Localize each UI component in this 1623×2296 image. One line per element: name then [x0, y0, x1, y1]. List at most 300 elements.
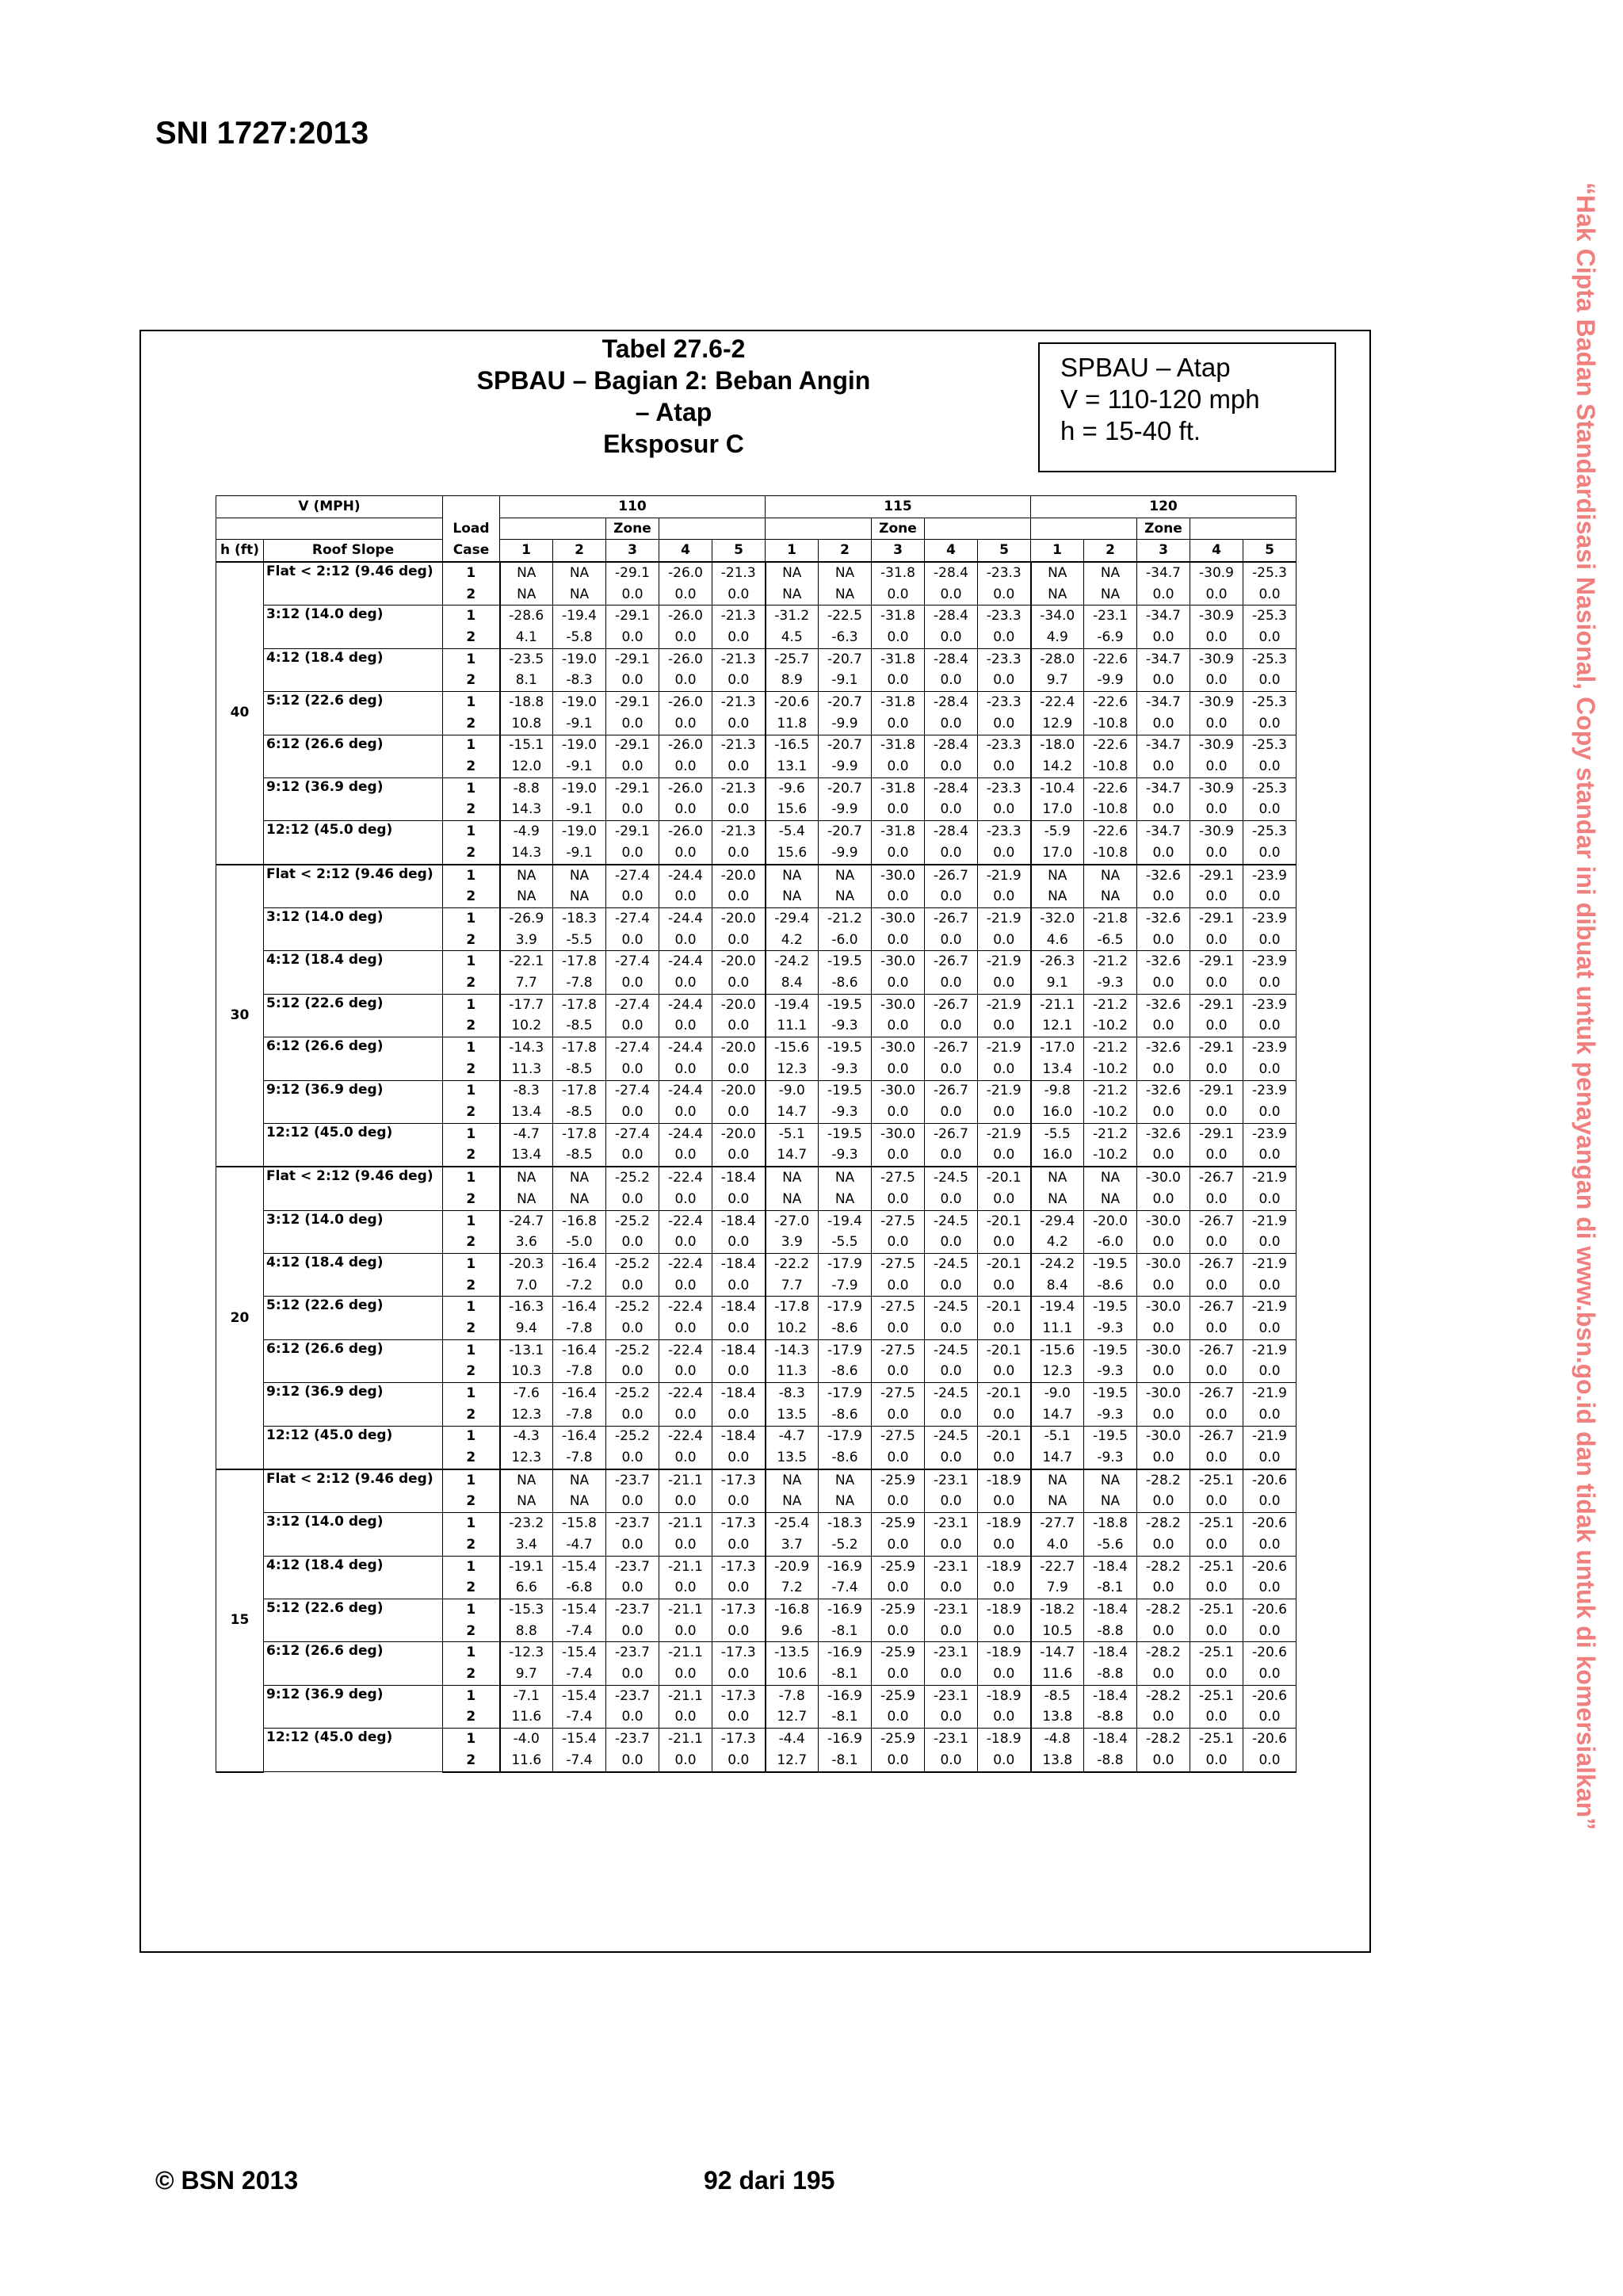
pressure-cell: 0.0	[659, 1577, 712, 1599]
zone-115-2: 2	[819, 540, 872, 562]
zone-120-5: 5	[1243, 540, 1296, 562]
pressure-cell: -9.3	[1084, 1404, 1137, 1426]
info-line-3: h = 15-40 ft.	[1060, 416, 1201, 445]
pressure-cell: 0.0	[872, 1534, 925, 1556]
load-case-cell: 2	[443, 713, 500, 735]
pressure-cell: 0.0	[606, 1707, 659, 1729]
load-case-cell: 2	[443, 1189, 500, 1210]
pressure-cell: -8.1	[819, 1664, 872, 1685]
pressure-cell: -29.1	[606, 821, 659, 842]
pressure-cell: 11.3	[500, 1059, 553, 1080]
pressure-cell: -31.8	[872, 735, 925, 756]
pressure-cell: 0.0	[1190, 1232, 1243, 1253]
pressure-cell: -9.3	[819, 1016, 872, 1037]
pressure-cell: -21.9	[978, 994, 1031, 1015]
title-line-1: Tabel 27.6-2	[601, 334, 746, 363]
pressure-cell: -29.1	[1190, 951, 1243, 972]
roof-slope-cell: 5:12 (22.6 deg)	[264, 994, 443, 1037]
pressure-cell: NA	[819, 865, 872, 887]
pressure-cell: 13.4	[500, 1102, 553, 1123]
pressure-cell: 0.0	[606, 627, 659, 648]
pressure-cell: -21.1	[659, 1729, 712, 1750]
pressure-cell: 3.6	[500, 1232, 553, 1253]
pressure-cell: 0.0	[1243, 756, 1296, 777]
roof-slope-cell: 9:12 (36.9 deg)	[264, 1685, 443, 1728]
pressure-cell: 0.0	[1190, 800, 1243, 821]
pressure-cell: -25.3	[1243, 648, 1296, 670]
pressure-cell: -18.9	[978, 1729, 1031, 1750]
pressure-cell: -21.2	[1084, 951, 1137, 972]
pressure-cell: 0.0	[925, 1577, 978, 1599]
pressure-cell: -21.2	[1084, 1123, 1137, 1144]
pressure-cell: -15.1	[500, 735, 553, 756]
zone-label-115: Zone	[872, 518, 925, 540]
pressure-cell: -21.8	[1084, 908, 1137, 930]
load-case-cell: 2	[443, 1145, 500, 1167]
pressure-cell: -5.6	[1084, 1534, 1137, 1556]
table-row	[216, 1339, 1296, 1361]
pressure-cell: 0.0	[872, 842, 925, 865]
load-case-cell: 1	[443, 1167, 500, 1189]
table-row	[216, 777, 1296, 799]
pressure-cell: -16.4	[553, 1297, 606, 1318]
pressure-cell: -15.3	[500, 1599, 553, 1621]
pressure-cell: -9.1	[553, 800, 606, 821]
pressure-cell: -25.2	[606, 1383, 659, 1404]
pressure-cell: 0.0	[872, 713, 925, 735]
pressure-cell: 9.7	[1031, 670, 1084, 692]
pressure-cell: -21.1	[659, 1556, 712, 1577]
pressure-cell: NA	[553, 1492, 606, 1513]
pressure-cell: 0.0	[659, 842, 712, 865]
pressure-cell: NA	[766, 1167, 819, 1189]
roof-slope-cell: 12:12 (45.0 deg)	[264, 821, 443, 865]
info-line-2: V = 110-120 mph	[1060, 384, 1260, 414]
pressure-cell: 0.0	[1137, 842, 1190, 865]
load-case-cell: 1	[443, 1080, 500, 1102]
pressure-cell: 0.0	[659, 1362, 712, 1383]
pressure-cell: -14.3	[500, 1037, 553, 1059]
table-row	[216, 1729, 1296, 1750]
pressure-cell: -23.3	[978, 735, 1031, 756]
pressure-cell: -26.0	[659, 821, 712, 842]
zone-115-3: 3	[872, 540, 925, 562]
pressure-cell: -17.3	[712, 1642, 766, 1664]
pressure-cell: 0.0	[978, 584, 1031, 606]
pressure-cell: -16.9	[819, 1685, 872, 1706]
load-case-cell: 2	[443, 1404, 500, 1426]
pressure-cell: NA	[766, 1469, 819, 1492]
pressure-cell: -15.6	[1031, 1339, 1084, 1361]
pressure-cell: 0.0	[606, 1404, 659, 1426]
load-case-cell: 1	[443, 1513, 500, 1534]
pressure-cell: 0.0	[978, 1577, 1031, 1599]
pressure-cell: 0.0	[925, 1059, 978, 1080]
pressure-cell: 0.0	[659, 1750, 712, 1772]
table-body	[216, 562, 1296, 1772]
load-case-cell: 1	[443, 908, 500, 930]
pressure-cell: -29.1	[1190, 1123, 1243, 1144]
pressure-cell: -24.2	[1031, 1254, 1084, 1275]
pressure-cell: -25.9	[872, 1599, 925, 1621]
pressure-cell: NA	[1084, 886, 1137, 907]
pressure-cell: NA	[819, 1167, 872, 1189]
pressure-cell: -22.2	[766, 1254, 819, 1275]
pressure-cell: -9.3	[1084, 1362, 1137, 1383]
pressure-cell: -21.9	[978, 1037, 1031, 1059]
pressure-cell: 14.7	[766, 1102, 819, 1123]
table-row	[216, 1642, 1296, 1664]
pressure-cell: -25.9	[872, 1729, 925, 1750]
pressure-cell: 0.0	[1190, 930, 1243, 951]
pressure-cell: 12.3	[1031, 1362, 1084, 1383]
pressure-cell: -31.8	[872, 692, 925, 713]
pressure-cell: -4.4	[766, 1729, 819, 1750]
table-row	[216, 1297, 1296, 1318]
pressure-cell: -17.9	[819, 1254, 872, 1275]
pressure-cell: -19.4	[553, 606, 606, 627]
load-case-cell: 1	[443, 1642, 500, 1664]
pressure-cell: NA	[1084, 1492, 1137, 1513]
pressure-cell: 0.0	[925, 1404, 978, 1426]
pressure-cell: 0.0	[1190, 1492, 1243, 1513]
pressure-cell: -23.7	[606, 1469, 659, 1492]
pressure-cell: 0.0	[1243, 713, 1296, 735]
pressure-cell: -20.0	[712, 951, 766, 972]
pressure-cell: -6.3	[819, 627, 872, 648]
pressure-cell: -4.0	[500, 1729, 553, 1750]
pressure-cell: -17.3	[712, 1685, 766, 1706]
load-case-cell: 2	[443, 1447, 500, 1469]
pressure-cell: -18.3	[819, 1513, 872, 1534]
pressure-cell: 7.0	[500, 1275, 553, 1297]
pressure-cell: 12.7	[766, 1750, 819, 1772]
pressure-cell: -20.7	[819, 692, 872, 713]
pressure-cell: NA	[553, 1167, 606, 1189]
pressure-cell: -8.6	[819, 972, 872, 994]
pressure-cell: 0.0	[1190, 1318, 1243, 1339]
pressure-cell: -26.7	[1190, 1254, 1243, 1275]
load-case-cell: 1	[443, 562, 500, 584]
pressure-cell: -26.0	[659, 735, 712, 756]
pressure-cell: -34.7	[1137, 821, 1190, 842]
pressure-cell: -25.1	[1190, 1599, 1243, 1621]
pressure-cell: -30.0	[872, 1080, 925, 1102]
pressure-cell: -16.8	[766, 1599, 819, 1621]
pressure-cell: 11.6	[500, 1707, 553, 1729]
pressure-cell: 0.0	[872, 1492, 925, 1513]
pressure-cell: NA	[1084, 1469, 1137, 1492]
pressure-cell: NA	[500, 1469, 553, 1492]
pressure-cell: -17.3	[712, 1729, 766, 1750]
pressure-cell: -20.6	[1243, 1599, 1296, 1621]
pressure-cell: 0.0	[606, 1318, 659, 1339]
pressure-cell: 0.0	[978, 1362, 1031, 1383]
pressure-cell: 0.0	[1137, 756, 1190, 777]
pressure-cell: -22.5	[819, 606, 872, 627]
pressure-cell: 0.0	[606, 1750, 659, 1772]
pressure-cell: 0.0	[925, 1232, 978, 1253]
pressure-cell: 0.0	[1243, 842, 1296, 865]
table-row	[216, 606, 1296, 627]
pressure-cell: 11.8	[766, 713, 819, 735]
pressure-cell: 0.0	[925, 930, 978, 951]
pressure-cell: 0.0	[659, 670, 712, 692]
pressure-cell: 0.0	[925, 972, 978, 994]
pressure-cell: -29.4	[766, 908, 819, 930]
pressure-cell: -31.8	[872, 821, 925, 842]
pressure-cell: 0.0	[872, 1059, 925, 1080]
pressure-cell: 0.0	[659, 1059, 712, 1080]
pressure-cell: 8.4	[1031, 1275, 1084, 1297]
pressure-cell: 0.0	[925, 1362, 978, 1383]
pressure-cell: 0.0	[712, 1275, 766, 1297]
height-cell: 15	[216, 1469, 264, 1772]
pressure-cell: 0.0	[1137, 670, 1190, 692]
pressure-cell: -6.5	[1084, 930, 1137, 951]
pressure-cell: 0.0	[1137, 1664, 1190, 1685]
pressure-cell: -30.9	[1190, 735, 1243, 756]
pressure-cell: NA	[766, 865, 819, 887]
pressure-cell: 0.0	[872, 627, 925, 648]
pressure-cell: 11.1	[1031, 1318, 1084, 1339]
pressure-cell: -16.5	[766, 735, 819, 756]
pressure-cell: -23.9	[1243, 908, 1296, 930]
pressure-cell: -10.2	[1084, 1016, 1137, 1037]
pressure-cell: 0.0	[712, 1577, 766, 1599]
pressure-cell: -16.9	[819, 1599, 872, 1621]
pressure-cell: -7.8	[553, 972, 606, 994]
pressure-cell: -31.8	[872, 777, 925, 799]
h-ft-label: h (ft)	[216, 540, 264, 562]
load-label: Load	[443, 518, 500, 540]
pressure-cell: 0.0	[978, 1621, 1031, 1642]
pressure-cell: -17.3	[712, 1469, 766, 1492]
pressure-cell: 0.0	[606, 1492, 659, 1513]
load-case-cell: 2	[443, 1492, 500, 1513]
pressure-cell: -7.2	[553, 1275, 606, 1297]
table-row	[216, 735, 1296, 756]
pressure-cell: -19.4	[1031, 1297, 1084, 1318]
load-case-cell: 2	[443, 1707, 500, 1729]
pressure-cell: -18.3	[553, 908, 606, 930]
pressure-cell: 7.9	[1031, 1577, 1084, 1599]
pressure-cell: -19.5	[1084, 1426, 1137, 1447]
pressure-cell: -18.4	[712, 1254, 766, 1275]
pressure-cell: 0.0	[978, 1318, 1031, 1339]
pressure-cell: 10.2	[500, 1016, 553, 1037]
pressure-cell: NA	[1084, 1189, 1137, 1210]
pressure-cell: -32.6	[1137, 951, 1190, 972]
pressure-cell: -21.9	[978, 1123, 1031, 1144]
pressure-cell: -21.3	[712, 692, 766, 713]
pressure-cell: -8.5	[1031, 1685, 1084, 1706]
pressure-cell: -30.0	[1137, 1254, 1190, 1275]
pressure-cell: 0.0	[712, 1102, 766, 1123]
pressure-cell: 0.0	[1137, 1707, 1190, 1729]
pressure-cell: 0.0	[606, 1447, 659, 1469]
pressure-cell: 4.0	[1031, 1534, 1084, 1556]
pressure-cell: -32.6	[1137, 865, 1190, 887]
pressure-cell: -7.1	[500, 1685, 553, 1706]
pressure-cell: 0.0	[606, 930, 659, 951]
pressure-cell: 0.0	[659, 1534, 712, 1556]
load-case-cell: 2	[443, 1664, 500, 1685]
pressure-cell: 0.0	[659, 584, 712, 606]
pressure-cell: -27.5	[872, 1339, 925, 1361]
pressure-cell: -22.4	[659, 1210, 712, 1232]
pressure-cell: -23.7	[606, 1685, 659, 1706]
roof-slope-cell: 4:12 (18.4 deg)	[264, 1254, 443, 1297]
pressure-cell: 0.0	[925, 1750, 978, 1772]
pressure-cell: 0.0	[1243, 1404, 1296, 1426]
pressure-cell: 0.0	[925, 1016, 978, 1037]
pressure-cell: -21.3	[712, 735, 766, 756]
pressure-cell: 0.0	[872, 1621, 925, 1642]
pressure-cell: 0.0	[659, 1189, 712, 1210]
pressure-cell: 0.0	[606, 1232, 659, 1253]
pressure-cell: -9.1	[819, 670, 872, 692]
pressure-cell: -7.6	[500, 1383, 553, 1404]
load-case-cell: 1	[443, 1210, 500, 1232]
pressure-cell: 0.0	[872, 670, 925, 692]
table-row	[216, 1210, 1296, 1232]
pressure-cell: -25.1	[1190, 1729, 1243, 1750]
pressure-cell: -17.3	[712, 1513, 766, 1534]
pressure-cell: -4.7	[500, 1123, 553, 1144]
zone-120-2: 2	[1084, 540, 1137, 562]
pressure-cell: -8.8	[500, 777, 553, 799]
pressure-cell: 0.0	[925, 800, 978, 821]
pressure-cell: -29.1	[606, 606, 659, 627]
pressure-cell: 0.0	[606, 1189, 659, 1210]
pressure-cell: 0.0	[1190, 1447, 1243, 1469]
pressure-cell: -22.6	[1084, 692, 1137, 713]
zone-label-120: Zone	[1137, 518, 1190, 540]
pressure-cell: -17.3	[712, 1599, 766, 1621]
pressure-cell: 0.0	[1137, 1102, 1190, 1123]
roof-slope-cell: 3:12 (14.0 deg)	[264, 1513, 443, 1556]
pressure-cell: -17.9	[819, 1297, 872, 1318]
pressure-cell: -18.4	[712, 1339, 766, 1361]
pressure-cell: 0.0	[1243, 584, 1296, 606]
pressure-cell: -10.2	[1084, 1145, 1137, 1167]
pressure-cell: -34.0	[1031, 606, 1084, 627]
pressure-cell: -23.3	[978, 777, 1031, 799]
pressure-cell: -18.9	[978, 1556, 1031, 1577]
load-case-cell: 1	[443, 1297, 500, 1318]
pressure-cell: -5.5	[1031, 1123, 1084, 1144]
pressure-cell: -23.7	[606, 1729, 659, 1750]
pressure-cell: 11.3	[766, 1362, 819, 1383]
pressure-cell: -21.3	[712, 648, 766, 670]
pressure-cell: -21.9	[1243, 1297, 1296, 1318]
pressure-cell: 0.0	[1243, 1189, 1296, 1210]
height-cell: 40	[216, 562, 264, 865]
pressure-cell: -20.0	[1084, 1210, 1137, 1232]
pressure-cell: -29.1	[1190, 865, 1243, 887]
pressure-cell: -6.9	[1084, 627, 1137, 648]
pressure-cell: -15.8	[553, 1513, 606, 1534]
load-case-cell: 2	[443, 1275, 500, 1297]
pressure-cell: 0.0	[712, 1318, 766, 1339]
pressure-cell: -26.7	[925, 1037, 978, 1059]
pressure-cell: -15.6	[766, 1037, 819, 1059]
info-box	[1038, 342, 1336, 472]
pressure-cell: 0.0	[978, 627, 1031, 648]
zone-110-1: 1	[500, 540, 553, 562]
pressure-cell: 0.0	[712, 627, 766, 648]
pressure-cell: -23.9	[1243, 865, 1296, 887]
header-row-speed	[216, 496, 1296, 518]
pressure-cell: 0.0	[712, 1492, 766, 1513]
pressure-cell: 0.0	[925, 627, 978, 648]
pressure-cell: NA	[1084, 584, 1137, 606]
pressure-cell: -16.3	[500, 1297, 553, 1318]
pressure-cell: NA	[500, 584, 553, 606]
pressure-cell: NA	[500, 1167, 553, 1189]
pressure-cell: -21.2	[1084, 1080, 1137, 1102]
pressure-cell: -24.7	[500, 1210, 553, 1232]
pressure-cell: -5.4	[766, 821, 819, 842]
load-case-cell: 2	[443, 627, 500, 648]
pressure-cell: -23.1	[925, 1729, 978, 1750]
pressure-cell: 0.0	[1190, 713, 1243, 735]
pressure-cell: 0.0	[1243, 1534, 1296, 1556]
pressure-cell: -19.0	[553, 648, 606, 670]
roof-slope-cell: 9:12 (36.9 deg)	[264, 1383, 443, 1426]
pressure-cell: -23.7	[606, 1599, 659, 1621]
pressure-cell: -20.0	[712, 1080, 766, 1102]
pressure-cell: -21.3	[712, 562, 766, 584]
pressure-cell: 6.6	[500, 1577, 553, 1599]
pressure-cell: -19.5	[819, 1037, 872, 1059]
pressure-cell: -29.1	[606, 692, 659, 713]
pressure-cell: 0.0	[1243, 800, 1296, 821]
pressure-cell: 12.0	[500, 756, 553, 777]
pressure-cell: -22.7	[1031, 1556, 1084, 1577]
pressure-cell: -25.1	[1190, 1469, 1243, 1492]
pressure-cell: 0.0	[712, 1447, 766, 1469]
pressure-cell: 0.0	[1243, 1750, 1296, 1772]
load-case-cell: 2	[443, 1102, 500, 1123]
pressure-cell: -27.4	[606, 865, 659, 887]
pressure-cell: 14.7	[766, 1145, 819, 1167]
pressure-cell: NA	[766, 562, 819, 584]
roof-slope-cell: Flat < 2:12 (9.46 deg)	[264, 865, 443, 908]
pressure-cell: -4.8	[1031, 1729, 1084, 1750]
pressure-cell: -15.4	[553, 1685, 606, 1706]
pressure-cell: 0.0	[712, 1362, 766, 1383]
pressure-cell: -9.3	[1084, 1318, 1137, 1339]
table-row	[216, 1123, 1296, 1144]
pressure-cell: 0.0	[1137, 1318, 1190, 1339]
pressure-cell: 0.0	[925, 1189, 978, 1210]
pressure-cell: -19.5	[1084, 1383, 1137, 1404]
pressure-cell: -25.3	[1243, 821, 1296, 842]
pressure-cell: -18.4	[1084, 1642, 1137, 1664]
table-row	[216, 908, 1296, 930]
pressure-cell: 0.0	[1190, 1707, 1243, 1729]
pressure-cell: 10.2	[766, 1318, 819, 1339]
pressure-cell: -21.9	[1243, 1339, 1296, 1361]
pressure-cell: 0.0	[1243, 1016, 1296, 1037]
pressure-cell: 0.0	[872, 886, 925, 907]
pressure-cell: -20.0	[712, 994, 766, 1015]
pressure-cell: -16.9	[819, 1729, 872, 1750]
pressure-cell: -18.9	[978, 1599, 1031, 1621]
v-mph-label: V (MPH)	[216, 496, 443, 518]
